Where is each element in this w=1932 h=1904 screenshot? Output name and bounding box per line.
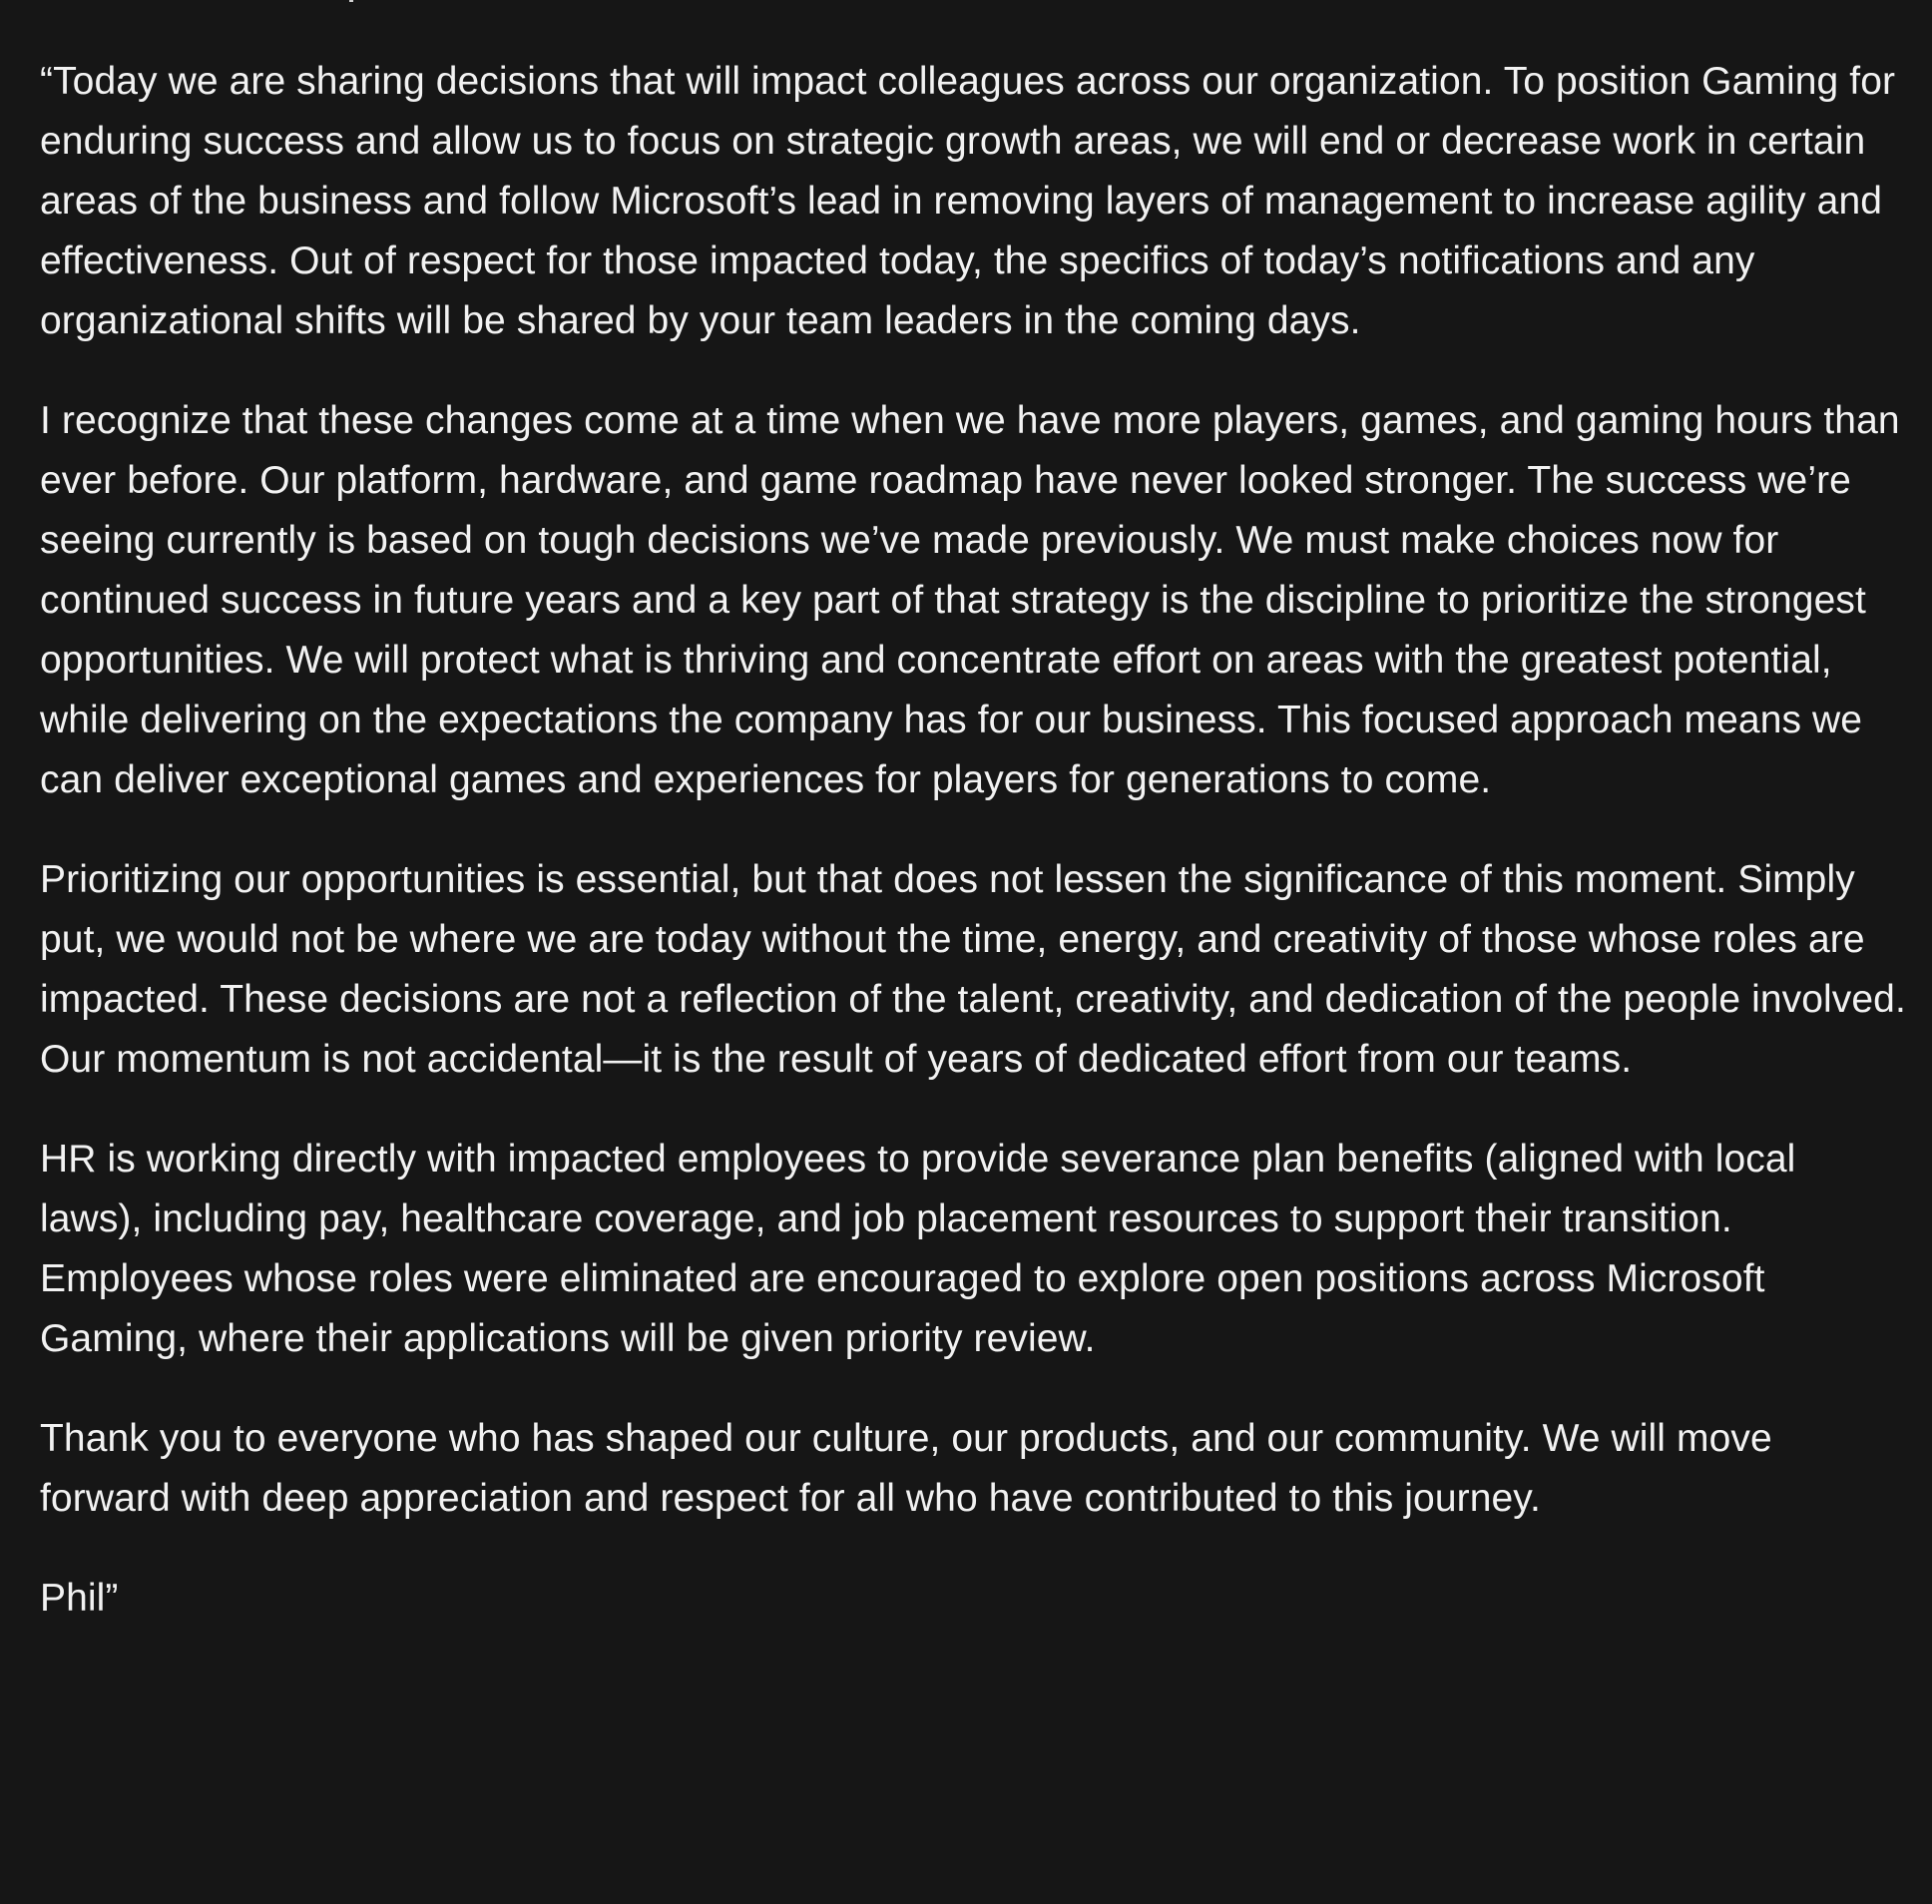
paragraph-recognition: I recognize that these changes come at a time when we have more players, games, and gaming hours than ever before. Our platform, hardware, and game roadmap have never looked stronger. The success we’re seeing currently is based on tough decisions we’ve made previously. We must make choices now for continued success in future years and a key part of that strategy is the discipline to prioritize the strongest opportunities. We will protect what is thriving and concentrate effort on areas with the greatest potential, while delivering on the expectations the company has for our business. This focused approach means we can deliver exceptional games and experiences for players for generations to come. [40,399,1900,801]
signoff: Phil” [40,1577,119,1620]
paragraph-thank-you: Thank you to everyone who has shaped our culture, our products, and our community. We will move forward with deep appreciation and respect for all who have contributed to this journey. [40,1417,1772,1520]
paragraph-hr-support: HR is working directly with impacted employees to provide severance plan benefits (aligned with local laws), including pay, healthcare coverage, and job placement resources to support their transition. Employees whose roles were eliminated are encouraged to explore open positions across Microsoft Gaming, where their applications will be given priority review. [40,1138,1796,1360]
article-body [40,52,1906,1629]
cropped-text-fragment [349,0,353,2]
paragraph-announcement: “Today we are sharing decisions that will impact colleagues across our organization. To position Gaming for enduring success and allow us to focus on strategic growth areas, we will end or decrease work in certain areas of the business and follow Microsoft’s lead in removing layers of management to increase agility and effectiveness. Out of respect for those impacted today, the specifics of today’s notifications and any organizational shifts will be shared by your team leaders in the coming days. [40,60,1896,342]
paragraph-prioritizing: Prioritizing our opportunities is essential, but that does not lessen the significance of this moment. Simply put, we would not be where we are today without the time, energy, and creativity of those whose roles are impacted. These decisions are not a reflection of the talent, creativity, and dedication of the people involved. Our momentum is not accidental—it is the result of years of dedicated effort from our teams. [40,858,1906,1081]
